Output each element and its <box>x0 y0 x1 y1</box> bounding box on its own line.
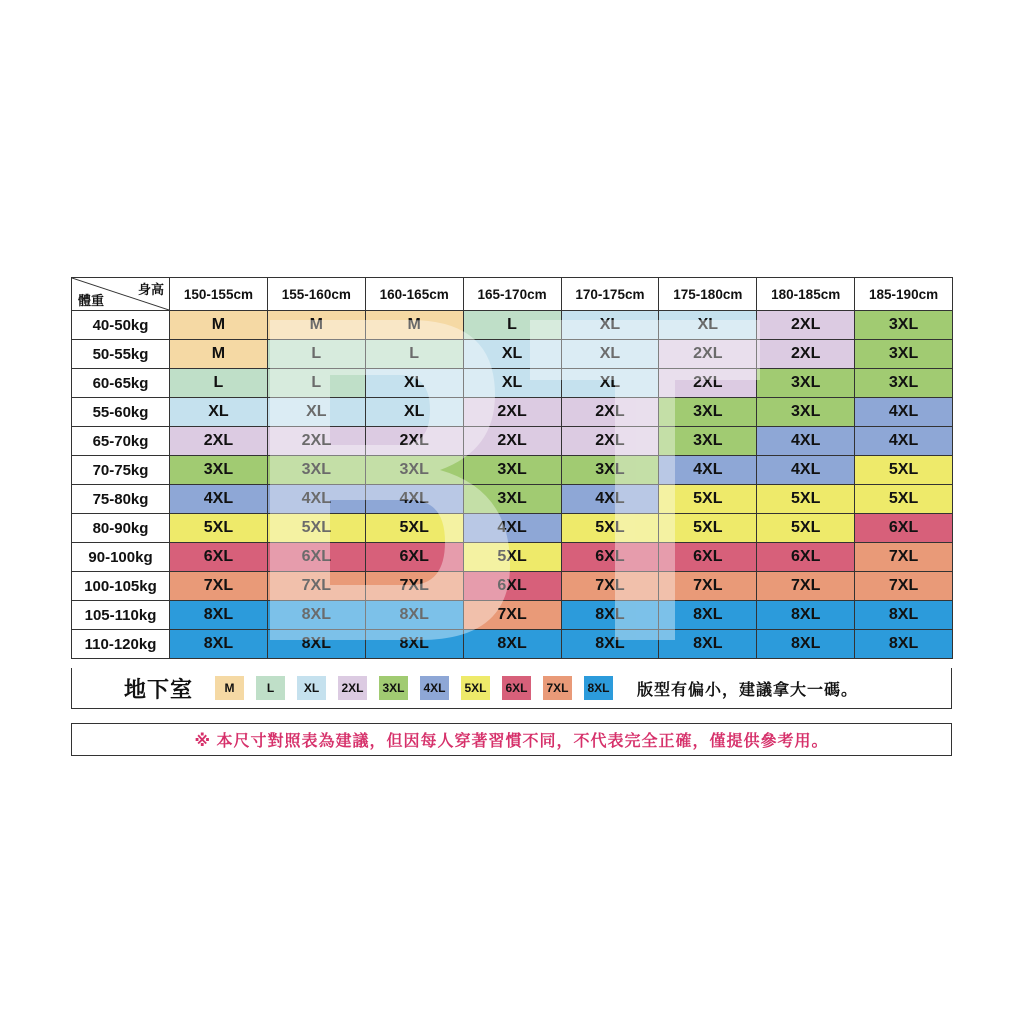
size-cell <box>267 514 365 543</box>
size-cell <box>170 456 268 485</box>
size-value: 3XL <box>888 374 919 391</box>
height-header-3: 160-165cm <box>365 278 463 311</box>
size-value: L <box>409 345 420 362</box>
size-value: 2XL <box>791 316 821 333</box>
size-value: 3XL <box>497 461 527 478</box>
size-cell <box>365 427 463 456</box>
size-value: XL <box>403 403 425 420</box>
height-header-7: 180-185cm <box>757 278 855 311</box>
size-value: 8XL <box>203 635 234 652</box>
weight-label: 90-100kg <box>72 543 170 572</box>
size-cell <box>659 456 757 485</box>
size-value: 6XL <box>791 548 821 565</box>
size-value: L <box>311 374 322 391</box>
size-value: XL <box>599 316 621 333</box>
size-value: 7XL <box>203 577 234 594</box>
size-cell <box>561 514 659 543</box>
size-value: 3XL <box>791 403 821 420</box>
size-cell <box>170 630 268 659</box>
weight-row <box>72 572 953 601</box>
size-cell <box>170 369 268 398</box>
legend-title: 地下室 <box>124 676 194 702</box>
size-value: XL <box>599 374 621 391</box>
size-cell <box>267 572 365 601</box>
legend-swatch: 3XL <box>379 676 408 700</box>
size-cell <box>659 630 757 659</box>
size-cell <box>267 427 365 456</box>
size-cell <box>561 543 659 572</box>
size-value: 4XL <box>791 461 821 478</box>
size-cell <box>365 543 463 572</box>
size-value: 2XL <box>693 345 723 362</box>
size-value: 3XL <box>791 374 821 391</box>
size-cell <box>267 369 365 398</box>
size-value: L <box>507 316 517 333</box>
size-cell <box>659 398 757 427</box>
size-cell <box>757 485 855 514</box>
size-value: 7XL <box>497 606 527 623</box>
size-cell <box>365 369 463 398</box>
size-cell <box>561 630 659 659</box>
legend-swatch: 2XL <box>338 676 367 700</box>
size-value: 7XL <box>595 577 625 594</box>
size-value: 3XL <box>595 461 625 478</box>
weight-row <box>72 398 953 427</box>
weight-label: 100-105kg <box>72 572 170 601</box>
size-cell <box>267 456 365 485</box>
size-value: XL <box>697 316 719 333</box>
size-cell <box>365 485 463 514</box>
size-value: 6XL <box>301 548 331 565</box>
weight-row <box>72 630 953 659</box>
weight-label: 65-70kg <box>72 427 170 456</box>
size-value: 5XL <box>791 519 821 536</box>
size-cell <box>267 543 365 572</box>
legend-bar <box>71 668 952 709</box>
size-cell <box>365 340 463 369</box>
size-value: 8XL <box>693 635 723 652</box>
size-value: 6XL <box>399 548 429 565</box>
size-value: 7XL <box>888 577 919 594</box>
legend-swatch: 6XL <box>502 676 531 700</box>
size-value: XL <box>501 345 523 362</box>
size-value: 3XL <box>497 490 527 507</box>
size-value: 4XL <box>888 403 919 420</box>
size-value: M <box>211 316 226 333</box>
weight-label: 110-120kg <box>72 630 170 659</box>
size-value: 2XL <box>791 345 821 362</box>
size-cell <box>463 340 561 369</box>
size-cell <box>561 485 659 514</box>
weight-label: 80-90kg <box>72 514 170 543</box>
size-value: 5XL <box>791 490 821 507</box>
size-cell <box>855 543 953 572</box>
size-value: XL <box>599 345 621 362</box>
size-value: 5XL <box>888 490 919 507</box>
size-chart-body <box>72 278 953 659</box>
size-cell <box>463 630 561 659</box>
legend-note: 版型有偏小，建議拿大一碼。 <box>637 681 859 699</box>
weight-label: 50-55kg <box>72 340 170 369</box>
size-cell <box>267 340 365 369</box>
size-value: 4XL <box>399 490 429 507</box>
size-cell <box>855 630 953 659</box>
size-value: 7XL <box>693 577 723 594</box>
size-cell <box>757 601 855 630</box>
size-cell <box>757 398 855 427</box>
size-cell <box>561 398 659 427</box>
size-cell <box>659 311 757 340</box>
size-value: 8XL <box>888 606 919 623</box>
weight-label: 70-75kg <box>72 456 170 485</box>
weight-label: 55-60kg <box>72 398 170 427</box>
size-cell <box>170 340 268 369</box>
size-value: 3XL <box>399 461 429 478</box>
size-cell <box>659 340 757 369</box>
legend-swatch: 8XL <box>584 676 613 700</box>
size-cell <box>170 601 268 630</box>
size-value: XL <box>403 374 425 391</box>
size-cell <box>365 456 463 485</box>
size-cell <box>855 311 953 340</box>
height-header-8: 185-190cm <box>855 278 953 311</box>
size-value: 8XL <box>203 606 234 623</box>
size-cell <box>855 398 953 427</box>
size-value: 8XL <box>791 635 821 652</box>
size-cell <box>855 514 953 543</box>
disclaimer-box <box>71 723 952 756</box>
size-cell <box>170 514 268 543</box>
size-value: 8XL <box>399 606 429 623</box>
size-value: 2XL <box>595 403 625 420</box>
size-cell <box>757 369 855 398</box>
size-cell <box>855 485 953 514</box>
weight-row <box>72 514 953 543</box>
size-cell <box>659 543 757 572</box>
size-cell <box>855 427 953 456</box>
disclaimer-text: ※ 本尺寸對照表為建議，但因每人穿著習慣不同，不代表完全正確，僅提供參考用。 <box>194 733 829 750</box>
size-cell <box>561 572 659 601</box>
size-value: 5XL <box>399 519 429 536</box>
size-value: XL <box>306 403 327 420</box>
height-header-5: 170-175cm <box>561 278 659 311</box>
size-value: 6XL <box>497 577 527 594</box>
legend-swatch: M <box>215 676 244 700</box>
size-cell <box>561 427 659 456</box>
height-header-row <box>72 278 953 311</box>
size-cell <box>365 398 463 427</box>
weight-label: 40-50kg <box>72 311 170 340</box>
height-header-4: 165-170cm <box>463 278 561 311</box>
size-cell <box>267 601 365 630</box>
legend-swatch: 5XL <box>461 676 490 700</box>
weight-row <box>72 427 953 456</box>
size-value: 8XL <box>693 606 723 623</box>
size-cell <box>170 485 268 514</box>
size-value: 8XL <box>497 635 527 652</box>
size-cell <box>757 340 855 369</box>
size-value: 2XL <box>203 432 234 449</box>
weight-label: 60-65kg <box>72 369 170 398</box>
legend-swatch: 4XL <box>420 676 449 700</box>
size-value: 2XL <box>693 374 723 391</box>
legend-swatch: XL <box>297 676 326 700</box>
size-value: 8XL <box>399 635 429 652</box>
size-value: M <box>407 316 421 333</box>
size-cell <box>855 340 953 369</box>
height-header-2: 155-160cm <box>267 278 365 311</box>
size-cell <box>659 369 757 398</box>
size-value: 3XL <box>888 316 919 333</box>
size-value: 2XL <box>399 432 429 449</box>
size-cell <box>757 543 855 572</box>
weight-row <box>72 340 953 369</box>
size-cell <box>855 601 953 630</box>
size-cell <box>170 543 268 572</box>
size-chart-table <box>71 277 953 659</box>
size-value: 8XL <box>301 606 331 623</box>
size-cell <box>170 311 268 340</box>
size-value: 6XL <box>203 548 234 565</box>
corner-header-cell <box>72 278 170 311</box>
size-value: M <box>309 316 323 333</box>
size-cell <box>267 311 365 340</box>
weight-row <box>72 369 953 398</box>
size-cell <box>267 398 365 427</box>
size-cell <box>757 456 855 485</box>
weight-label: 105-110kg <box>72 601 170 630</box>
size-value: M <box>211 345 226 362</box>
size-value: 3XL <box>693 432 723 449</box>
size-cell <box>463 514 561 543</box>
size-cell <box>170 572 268 601</box>
weight-label: 75-80kg <box>72 485 170 514</box>
size-value: 4XL <box>497 519 527 536</box>
size-cell <box>659 601 757 630</box>
size-cell <box>365 572 463 601</box>
size-value: 4XL <box>595 490 625 507</box>
size-cell <box>463 369 561 398</box>
size-value: 6XL <box>693 548 723 565</box>
height-header-1: 150-155cm <box>170 278 268 311</box>
legend-swatches <box>215 676 625 700</box>
size-cell <box>561 456 659 485</box>
size-cell <box>757 572 855 601</box>
size-cell <box>659 514 757 543</box>
size-value: 3XL <box>693 403 723 420</box>
size-cell <box>365 630 463 659</box>
size-value: 3XL <box>203 461 234 478</box>
size-value: 8XL <box>791 606 821 623</box>
height-header-6: 175-180cm <box>659 278 757 311</box>
size-cell <box>757 514 855 543</box>
size-cell <box>365 311 463 340</box>
size-cell <box>463 601 561 630</box>
size-cell <box>855 456 953 485</box>
size-cell <box>463 456 561 485</box>
size-cell <box>855 369 953 398</box>
size-value: 2XL <box>497 432 527 449</box>
size-value: XL <box>208 403 229 420</box>
size-value: 8XL <box>595 606 625 623</box>
weight-row <box>72 485 953 514</box>
size-value: 2XL <box>595 432 625 449</box>
weight-row <box>72 601 953 630</box>
size-cell <box>659 427 757 456</box>
size-cell <box>561 340 659 369</box>
size-value: 8XL <box>888 635 919 652</box>
size-value: 5XL <box>595 519 625 536</box>
size-value: 4XL <box>791 432 821 449</box>
height-axis-label: 身高 <box>137 282 164 297</box>
size-value: 4XL <box>693 461 723 478</box>
size-cell <box>170 398 268 427</box>
size-value: 4XL <box>203 490 234 507</box>
legend-swatch: L <box>256 676 285 700</box>
size-value: L <box>213 374 224 391</box>
size-cell <box>365 514 463 543</box>
size-value: 3XL <box>888 345 919 362</box>
size-value: 5XL <box>888 461 919 478</box>
size-cell <box>267 485 365 514</box>
size-value: 5XL <box>301 519 331 536</box>
size-value: 7XL <box>888 548 919 565</box>
size-value: 8XL <box>301 635 331 652</box>
size-cell <box>463 572 561 601</box>
weight-row <box>72 311 953 340</box>
size-value: 4XL <box>888 432 919 449</box>
size-cell <box>463 485 561 514</box>
size-value: 5XL <box>497 548 527 565</box>
size-cell <box>757 427 855 456</box>
size-cell <box>855 572 953 601</box>
size-value: 2XL <box>301 432 331 449</box>
size-value: 7XL <box>399 577 429 594</box>
size-cell <box>170 427 268 456</box>
size-value: 4XL <box>301 490 331 507</box>
legend-swatch: 7XL <box>543 676 572 700</box>
size-cell <box>463 543 561 572</box>
size-cell <box>463 398 561 427</box>
size-value: L <box>311 345 322 362</box>
size-value: 8XL <box>595 635 625 652</box>
weight-row <box>72 543 953 572</box>
size-value: 6XL <box>888 519 919 536</box>
size-cell <box>267 630 365 659</box>
size-cell <box>757 311 855 340</box>
size-cell <box>463 311 561 340</box>
size-cell <box>463 427 561 456</box>
size-value: 5XL <box>693 519 723 536</box>
weight-row <box>72 456 953 485</box>
size-value: 2XL <box>497 403 527 420</box>
size-value: 5XL <box>203 519 234 536</box>
size-cell <box>561 311 659 340</box>
size-value: 5XL <box>693 490 723 507</box>
size-cell <box>365 601 463 630</box>
size-value: 6XL <box>595 548 625 565</box>
size-value: 7XL <box>791 577 821 594</box>
weight-axis-label: 體重 <box>78 293 105 308</box>
size-cell <box>659 485 757 514</box>
size-value: XL <box>501 374 523 391</box>
size-value: 7XL <box>301 577 331 594</box>
size-cell <box>659 572 757 601</box>
size-value: 3XL <box>301 461 331 478</box>
size-cell <box>561 369 659 398</box>
size-cell <box>561 601 659 630</box>
size-cell <box>757 630 855 659</box>
